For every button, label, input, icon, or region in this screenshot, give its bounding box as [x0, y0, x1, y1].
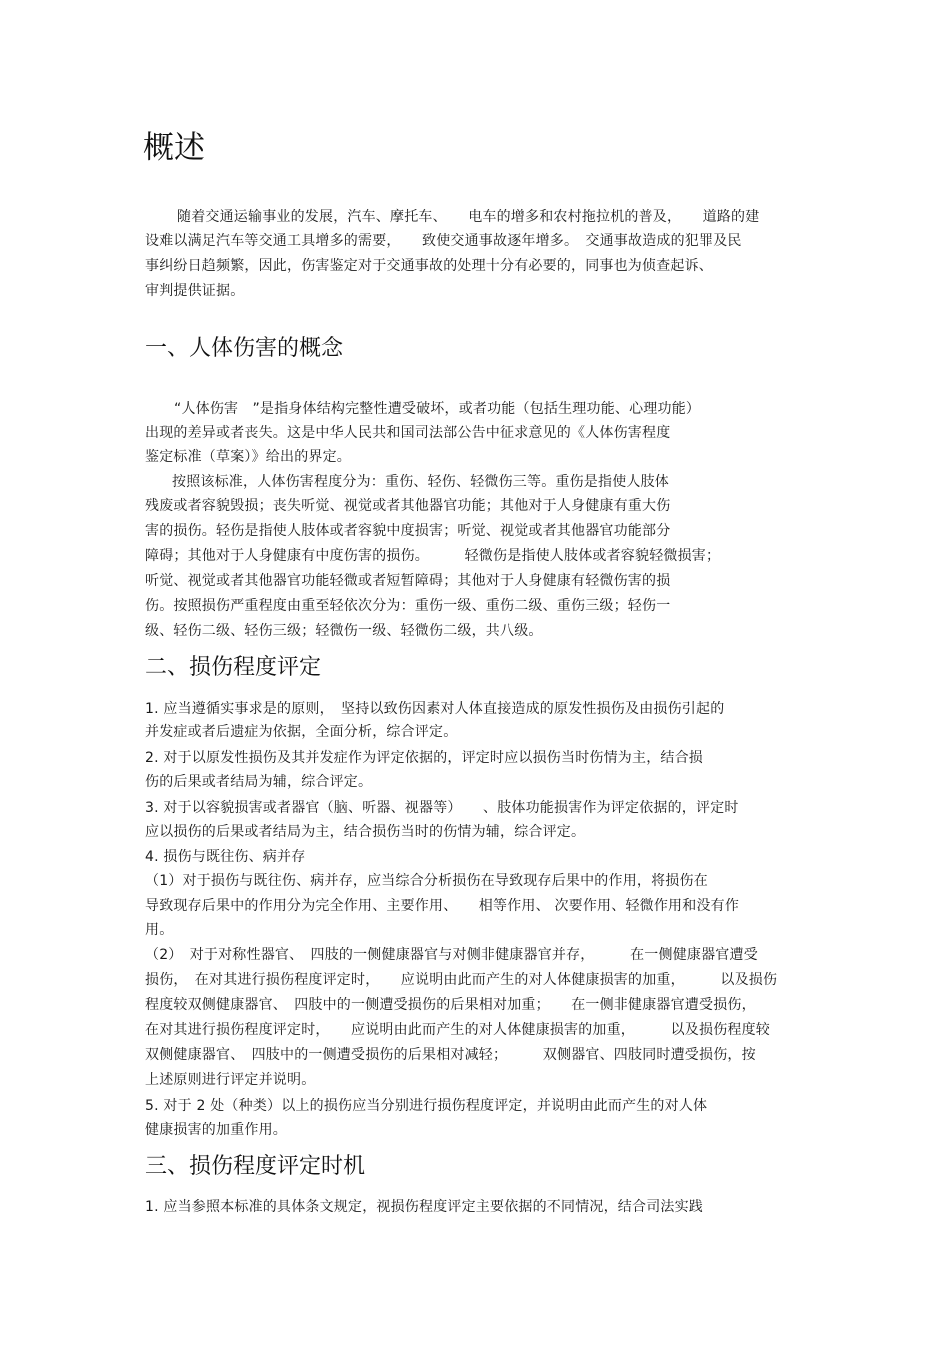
- section-heading-2: 二、损伤程度评定: [145, 655, 322, 680]
- paragraph-line: 导致现存后果中的作用分为完全作用、主要作用、 相等作用、 次要作用、轻微作用和没有作: [145, 898, 740, 914]
- paragraph-line: 程度较双侧健康器官、 四肢中的一侧遭受损伤的后果相对加重； 在一侧非健康器官遭受损伤，: [145, 997, 756, 1013]
- paragraph-line: 上述原则进行评定并说明。: [145, 1072, 316, 1088]
- intro-line: 事纠纷日趋频繁，因此，伤害鉴定对于交通事故的处理十分有必要的，同事也为侦查起诉、: [145, 258, 713, 274]
- paragraph-line: 残废或者容貌毁损；丧失听觉、视觉或者其他器官功能；其他对于人身健康有重大伤: [145, 498, 671, 514]
- paragraph-line: 双侧健康器官、 四肢中的一侧遭受损伤的后果相对减轻； 双侧器官、四肢同时遭受损伤，按: [145, 1047, 756, 1063]
- paragraph-line: 2. 对于以原发性损伤及其并发症作为评定依据的，评定时应以损伤当时伤情为主，结合损: [145, 750, 704, 766]
- paragraph-line: 4. 损伤与既往伤、病并存: [145, 849, 306, 865]
- paragraph-line: 1. 应当遵循实事求是的原则， 坚持以致伤因素对人体直接造成的原发性损伤及由损伤引起的: [145, 701, 725, 717]
- paragraph-line: 在对其进行损伤程度评定时， 应说明由此而产生的对人体健康损害的加重， 以及损伤程度较: [145, 1022, 770, 1038]
- paragraph-line: （2） 对于对称性器官、 四肢的一侧健康器官与对侧非健康器官并存， 在一侧健康器官遭受: [145, 947, 758, 963]
- page-title: 概述: [143, 130, 205, 166]
- paragraph-line: 伤的后果或者结局为辅，综合评定。: [145, 774, 373, 790]
- paragraph-line: 并发症或者后遗症为依据，全面分析，综合评定。: [145, 724, 458, 740]
- paragraph-line: 5. 对于 2 处（种类）以上的损伤应当分别进行损伤程度评定，并说明由此而产生的对人体: [145, 1098, 708, 1114]
- paragraph-line: 伤。按照损伤严重程度由重至轻依次分为：重伤一级、重伤二级、重伤三级；轻伤一: [145, 598, 671, 614]
- paragraph-line: 健康损害的加重作用。: [145, 1122, 287, 1138]
- paragraph-line: 级、轻伤二级、轻伤三级；轻微伤一级、轻微伤二级，共八级。: [145, 623, 543, 639]
- paragraph-line: 害的损伤。轻伤是指使人肢体或者容貌中度损害；听觉、视觉或者其他器官功能部分: [145, 523, 671, 539]
- paragraph-line: 应以损伤的后果或者结局为主，结合损伤当时的伤情为辅，综合评定。: [145, 824, 586, 840]
- section-heading-1: 一、人体伤害的概念: [145, 336, 344, 361]
- paragraph-line: “人体伤害 ”是指身体结构完整性遭受破坏，或者功能（包括生理功能、心理功能）: [174, 401, 701, 417]
- paragraph-line: 出现的差异或者丧失。这是中华人民共和国司法部公告中征求意见的《人体伤害程度: [145, 425, 671, 441]
- paragraph-line: 用。: [145, 922, 174, 938]
- paragraph-line: 1. 应当参照本标准的具体条文规定，视损伤程度评定主要依据的不同情况，结合司法实践: [145, 1199, 704, 1215]
- intro-line: 审判提供证据。: [145, 283, 245, 299]
- section-heading-3: 三、损伤程度评定时机: [145, 1154, 366, 1179]
- paragraph-line: 鉴定标准（草案）》给出的界定。: [145, 449, 351, 465]
- paragraph-line: 听觉、视觉或者其他器官功能轻微或者短暂障碍；其他对于人身健康有轻微伤害的损: [145, 573, 671, 589]
- paragraph-line: （1）对于损伤与既往伤、病并存，应当综合分析损伤在导致现存后果中的作用，将损伤在: [145, 873, 708, 889]
- paragraph-line: 3. 对于以容貌损害或者器官（脑、听器、视器等） 、肢体功能损害作为评定依据的，评定时: [145, 800, 739, 816]
- paragraph-line: 损伤， 在对其进行损伤程度评定时， 应说明由此而产生的对人体健康损害的加重， 以及损伤: [145, 972, 778, 988]
- paragraph-line: 按照该标准，人体伤害程度分为：重伤、轻伤、轻微伤三等。重伤是指使人肢体: [172, 474, 669, 490]
- paragraph-line: 障碍；其他对于人身健康有中度伤害的损伤。 轻微伤是指使人肢体或者容貌轻微损害；: [145, 548, 721, 564]
- intro-line: 随着交通运输事业的发展，汽车、摩托车、 电车的增多和农村拖拉机的普及， 道路的建: [177, 209, 760, 225]
- intro-line: 设难以满足汽车等交通工具增多的需要， 致使交通事故逐年增多。 交通事故造成的犯罪及民: [145, 233, 742, 249]
